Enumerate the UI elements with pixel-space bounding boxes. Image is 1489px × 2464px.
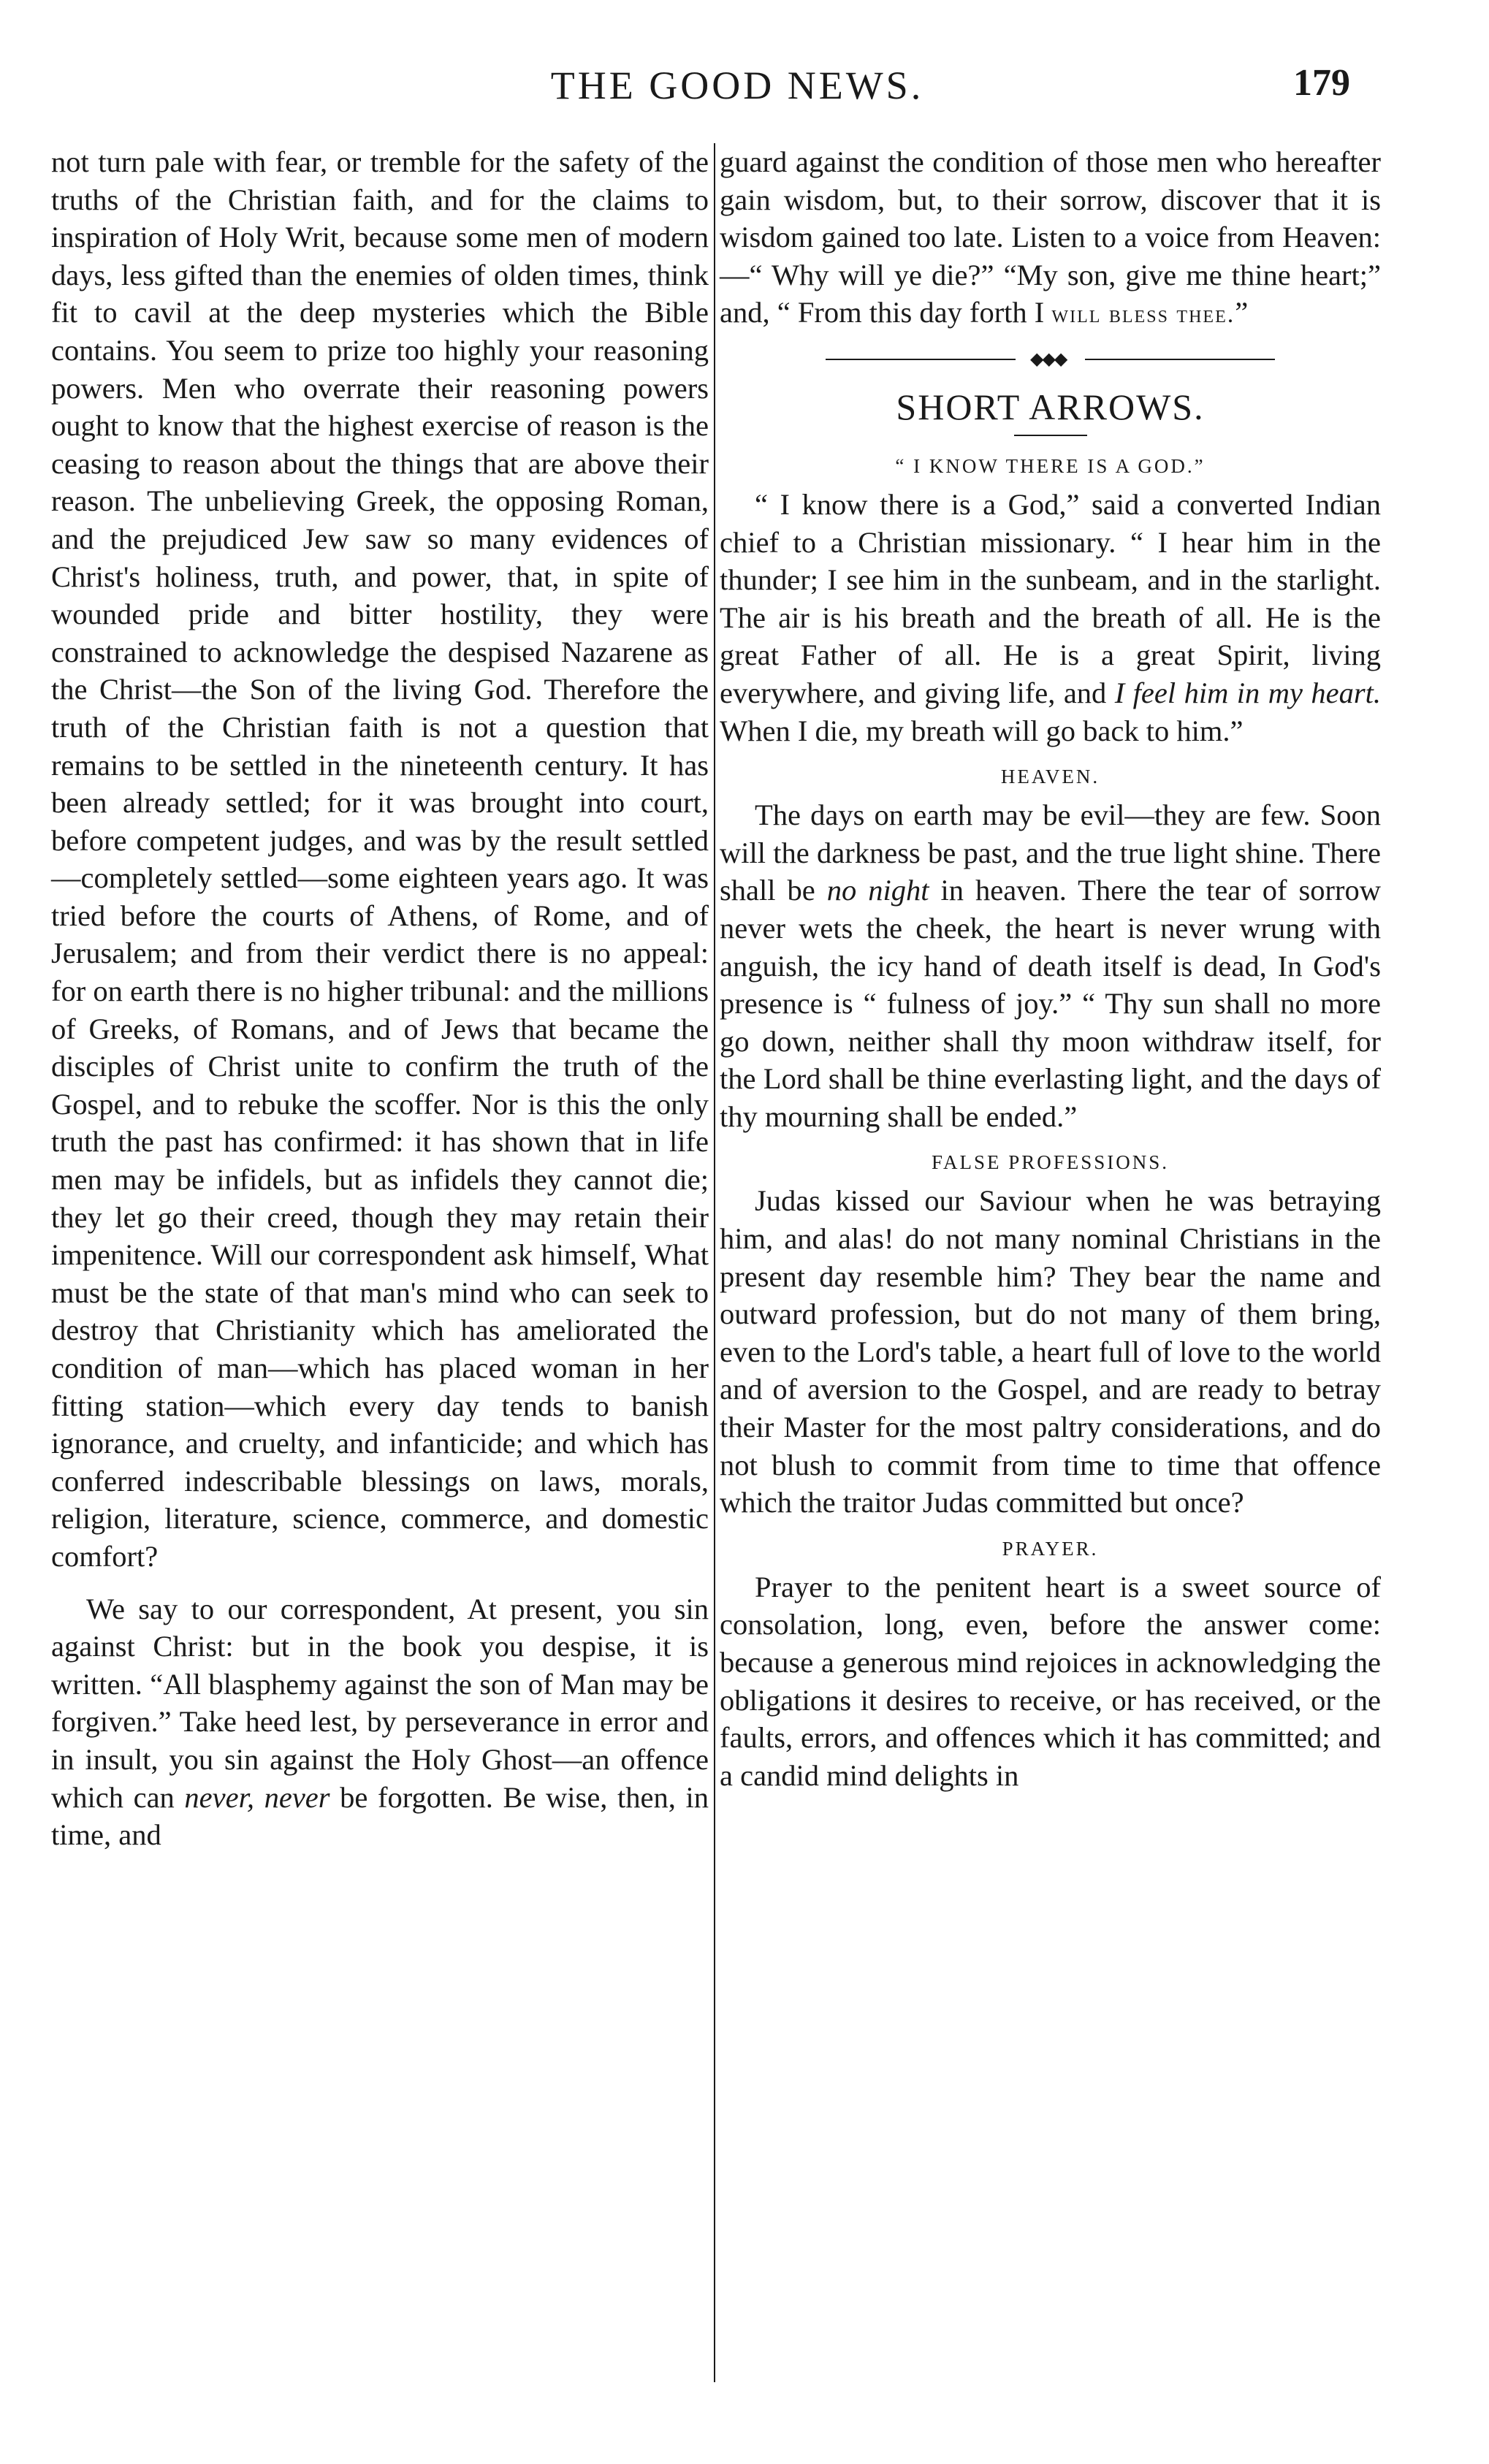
subheading-god: “ I KNOW THERE IS A GOD.” bbox=[895, 454, 1206, 477]
right-column bbox=[720, 143, 1381, 1794]
ornament-line-right bbox=[1085, 359, 1275, 360]
ornament-diamonds: ◆◆◆ bbox=[1030, 349, 1067, 369]
subheading-prayer: PRAYER. bbox=[1002, 1537, 1099, 1560]
left-paragraph-2 bbox=[51, 1590, 709, 1854]
column-divider bbox=[714, 143, 715, 2382]
paragraph-god bbox=[720, 486, 1381, 750]
ornament-line-left bbox=[826, 359, 1016, 360]
right-paragraph-1-smallcaps: will bless thee. bbox=[1051, 301, 1235, 329]
paragraph-prayer: Prayer to the penitent heart is a sweet source of consolation, long, even, before the answer come: because a generous mind rejoices in acknowledging the obligations it desires to receive, or has received, or the faults, errors, and offences which it has committed; and a candid mind delights in bbox=[720, 1570, 1381, 1792]
section-title: SHORT ARROWS. bbox=[896, 386, 1205, 427]
paragraph-heaven-text-b: in heaven. There the tear of sorrow never wets the cheek, the heart is never wrung with anguish, the icy hand of death itself is dead, In God's presence is “ fulness of joy.” “ Thy sun shall no more go down, neither shall thy moon withdraw itself, for the Lord shall be thine everlasting light, and the days of thy mourning shall be ended.” bbox=[720, 874, 1382, 1133]
right-paragraph-1 bbox=[720, 143, 1381, 334]
left-paragraph-1: not turn pale with fear, or tremble for the safety of the truths of the Christian faith, and for the claims to inspiration of Holy Writ, because some men of modern days, less gifted than the enemies of olden times, think fit to cavil at the deep mysteries which the Bible contains. You seem to prize too highly your reasoning powers. Men who overrate their reasoning powers ought to know that the highest exercise of reason is the ceasing to reason about the things that are above their reason. The unbelieving Greek, the opposing Roman, and the prejudiced Jew saw so many evidences of Christ's holiness, truth, and power, that, in spite of wounded pride and bitter hostility, they were constrained to acknowledge the despised Nazarene as the Christ—the Son of the living God. Therefore the truth of the Christian faith is not a question that remains to be settled in the nineteenth century. It has been already settled; for it was brought into court, before competent judges, and was by the result settled—completely settled—some eighteen years ago. It was tried before the courts of Athens, of Rome, and of Jerusalem; and from their verdict there is no appeal: for on earth there is no higher tribunal: and the millions of Greeks, of Romans, and of Jews that became the disciples of Christ unite to confirm the truth of the Gospel, and to rebuke the scoffer. Nor is this the only truth the past has confirmed: it has shown that in life men may be infidels, but as infidels they cannot die; they let go their creed, though they may retain their impenitence. Will our correspondent ask himself, What must be the state of that man's mind who can seek to destroy that Christianity which has ameliorated the condition of man—which has placed woman in her fitting station—which every day tends to banish ignorance, and cruelty, and infanticide; and which has conferred indescribable blessings on laws, morals, religion, literature, science, commerce, and domestic comfort? bbox=[51, 145, 709, 1573]
section-rule bbox=[1014, 435, 1087, 436]
paragraph-heaven-text-a: The days on earth may be evil—they are few. Soon will the darkness be past, and the true light shine. There shall be bbox=[720, 798, 1381, 907]
section-ornament bbox=[720, 346, 1381, 375]
paragraph-god-emphasis: I feel him in my heart. bbox=[1114, 676, 1381, 709]
left-paragraph-2-text-a: We say to our correspondent, At present, you sin against Christ: but in the book you despise, it is written. “All blasphemy against the son of Man may be forgiven.” Take heed lest, by perseverance in error and in insult, you sin against the Holy Ghost—an offence which can bbox=[51, 1592, 709, 1814]
running-header bbox=[44, 57, 1431, 108]
paragraph-god-text-a: “ I know there is a God,” said a converted Indian chief to a Christian missionary. “ I hear him in the thunder; I see him in the sunbeam, and in the starlight. The air is his breath and the breath of all. He is the great Father of all. He is a great Spirit, living everywhere, and giving life, and bbox=[720, 487, 1381, 709]
left-paragraph-2-emphasis: never, never bbox=[184, 1780, 330, 1814]
right-paragraph-1-end: ” bbox=[1235, 296, 1249, 329]
left-column bbox=[51, 143, 709, 1854]
right-paragraph-1-text: guard against the condition of those men who hereafter gain wisdom, but, to their sorrow, discover that it is wisdom gained too late. Listen to a voice from Heaven: —“ Why will ye die?” “My son, give me thine heart;” and, “ From this day forth I bbox=[720, 145, 1381, 329]
paragraph-god-text-b: When I die, my breath will go back to him.” bbox=[720, 714, 1244, 747]
paragraph-heaven bbox=[720, 796, 1381, 1135]
subheading-false-professions: FALSE PROFESSIONS. bbox=[931, 1151, 1170, 1174]
subheading-heaven: HEAVEN. bbox=[1000, 766, 1100, 788]
left-paragraph-2-text-b: be forgotten. Be wise, then, in time, and bbox=[51, 1780, 709, 1852]
paragraph-heaven-emphasis: no night bbox=[826, 874, 929, 907]
running-title: THE GOOD NEWS. bbox=[550, 64, 924, 107]
paragraph-false-professions: Judas kissed our Saviour when he was betraying him, and alas! do not many nominal Christians in the present day resemble him? They bear the name and outward profession, but do not many of them bring, even to the Lord's table, a heart full of love to the world and of aversion to the Gospel, and are ready to betray their Master for the most paltry considerations, and do not blush to commit from time to time that offence which the traitor Judas committed but once? bbox=[720, 1184, 1381, 1519]
page-number: 179 bbox=[1293, 62, 1350, 104]
paragraph-gap bbox=[51, 1576, 709, 1590]
